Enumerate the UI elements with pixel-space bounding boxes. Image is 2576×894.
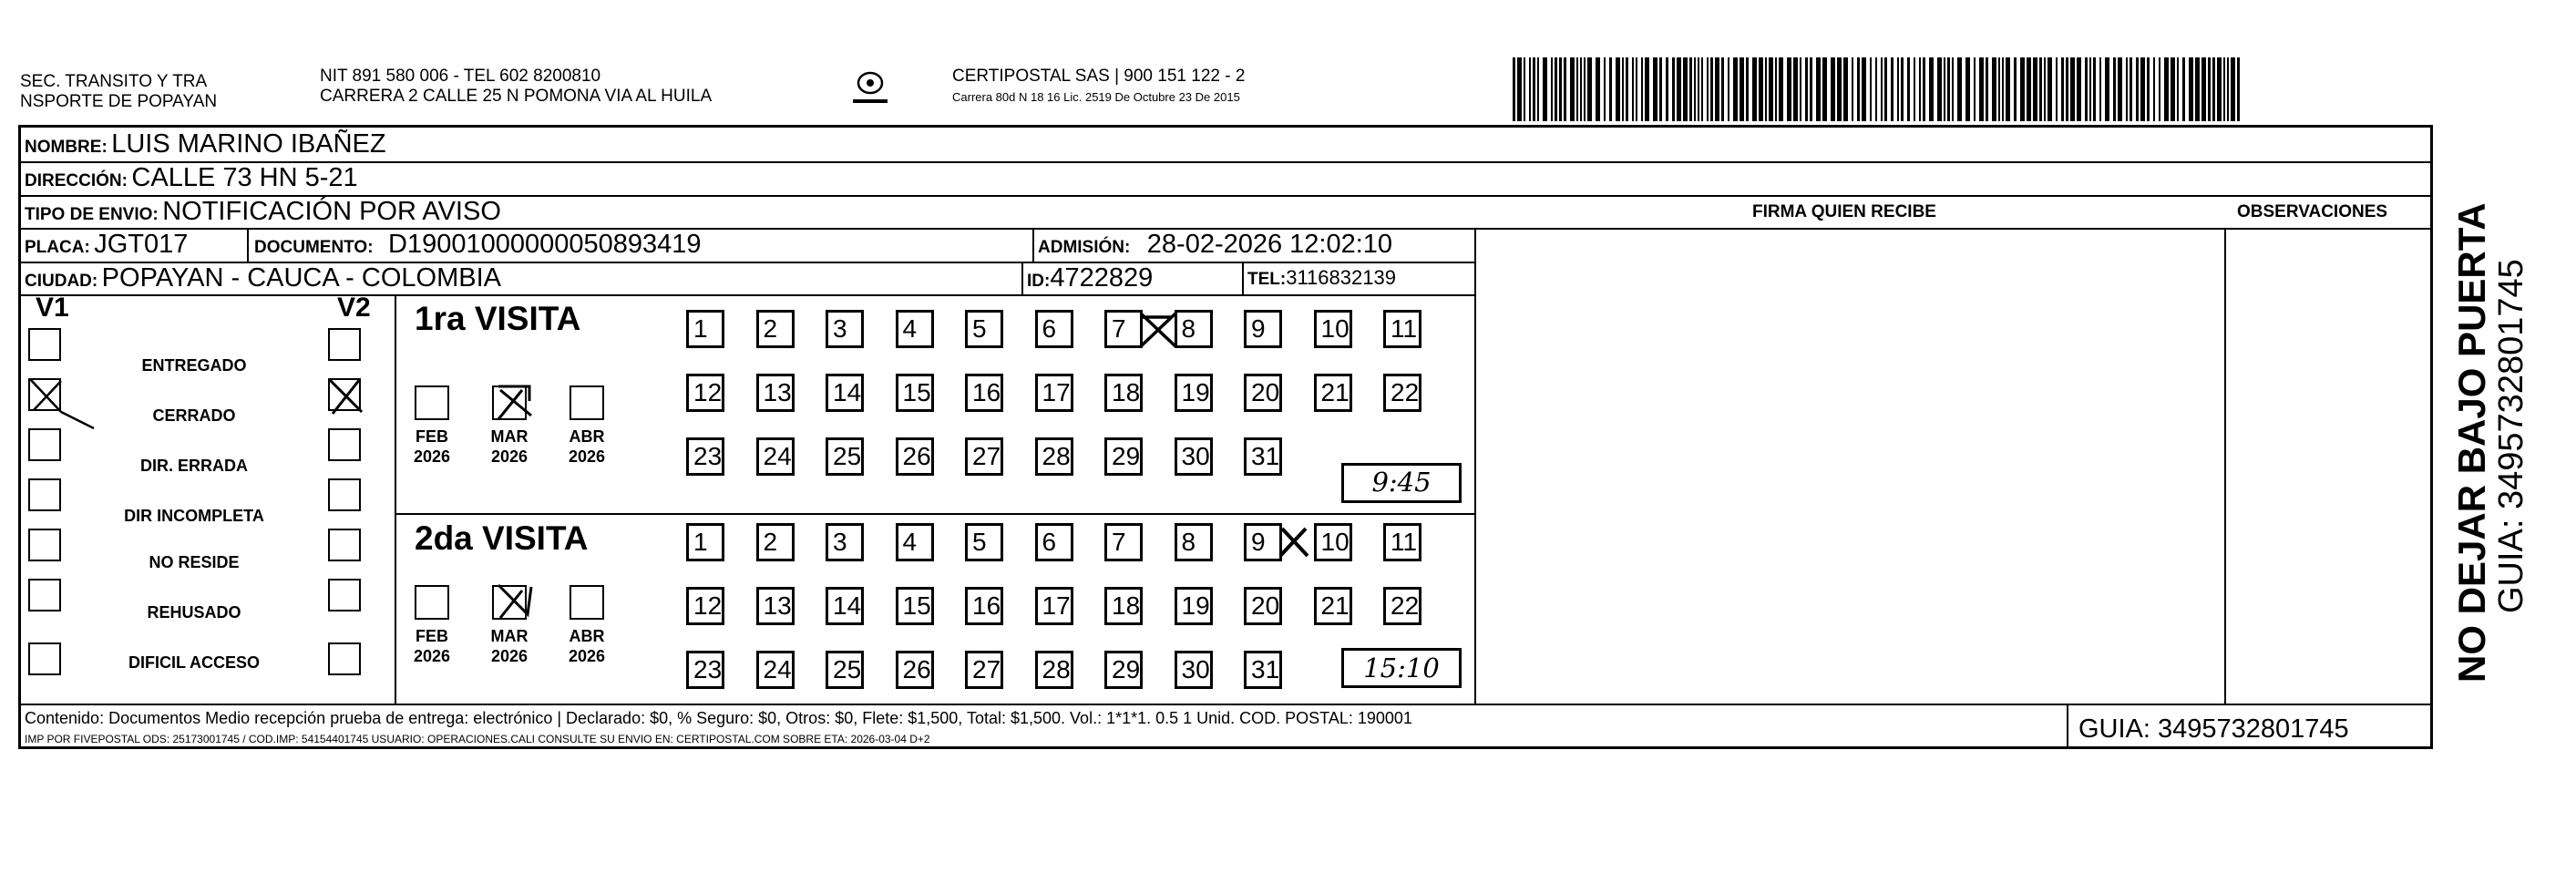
document-cell <box>254 229 702 264</box>
v2-header: V2 <box>337 293 371 323</box>
v2-cerrado-checkbox[interactable] <box>328 378 361 411</box>
observations-header: OBSERVACIONES <box>2237 202 2388 221</box>
v1-no-reside-checkbox[interactable] <box>28 529 61 561</box>
second-visit-abr-month: ABR <box>569 627 605 645</box>
address-line: CARRERA 2 CALLE 25 N POMONA VIA AL HUILA <box>320 87 713 106</box>
second-visit-day-26[interactable]: 26 <box>896 651 934 689</box>
reason-dificil-acceso: DIFICIL ACCESO <box>128 653 260 672</box>
content-line: Contenido: Documentos Medio recepción prueba de entrega: electrónico | Declarado: $0, % Seguro: $0, Otros: $0, Flete: $1,500, Total: $1,500. Vol.: 1*1*1. 0.5 1 Unid. COD. POSTAL: 190001 <box>25 709 1412 727</box>
first-visit-abr-year: 2026 <box>568 447 606 466</box>
barcode <box>1513 57 2244 121</box>
plate-cell <box>25 229 188 264</box>
second-visit-day-25[interactable]: 25 <box>826 651 864 689</box>
first-visit-mar-box[interactable] <box>492 385 527 420</box>
first-visit-day-1[interactable]: 1 <box>686 310 724 348</box>
courier-info <box>952 67 1245 104</box>
second-visit-feb-month: FEB <box>416 627 448 645</box>
second-visit-day-30[interactable]: 30 <box>1175 651 1213 689</box>
nit-line: NIT 891 580 006 - TEL 602 8200810 <box>320 67 601 86</box>
courier-license: Carrera 80d N 18 16 Lic. 2519 De Octubre 23 De 2015 <box>952 90 1240 104</box>
second-visit-day-21[interactable]: 21 <box>1314 587 1352 625</box>
delivery-form <box>18 125 2433 749</box>
v1-dir-errada-checkbox[interactable] <box>28 428 61 461</box>
send-type-label: TIPO DE ENVIO: <box>25 205 159 224</box>
signature-header: FIRMA QUIEN RECIBE <box>1752 202 1936 221</box>
second-visit-feb-label <box>405 626 459 666</box>
reason-entregado: ENTREGADO <box>141 356 247 375</box>
first-visit-mar-year: 2026 <box>490 447 529 466</box>
first-visit-day-25[interactable]: 25 <box>826 437 864 476</box>
second-visit-abr-label <box>559 626 614 666</box>
first-visit-day-6[interactable]: 6 <box>1035 310 1073 348</box>
document-label: DOCUMENTO: <box>254 238 374 257</box>
v2-entregado-checkbox[interactable] <box>328 328 361 361</box>
first-visit-day-26[interactable]: 26 <box>896 437 934 476</box>
v1-entregado-checkbox[interactable] <box>28 328 61 361</box>
second-visit-day-16[interactable]: 16 <box>965 587 1003 625</box>
first-visit-day-9[interactable]: 9 <box>1244 310 1282 348</box>
second-visit-mar-year: 2026 <box>490 647 529 665</box>
second-visit-day-15[interactable]: 15 <box>896 587 934 625</box>
first-visit-day-3[interactable]: 3 <box>826 310 864 348</box>
no-dejar-bajo-puerta-warning: NO DEJAR BAJO PUERTA <box>2450 202 2493 683</box>
second-visit-day-10[interactable]: 10 <box>1314 523 1352 561</box>
first-visit-day-11[interactable]: 11 <box>1383 310 1421 348</box>
second-visit-day-4[interactable]: 4 <box>896 523 934 561</box>
second-visit-day-22[interactable]: 22 <box>1383 587 1421 625</box>
first-visit-day-20[interactable]: 20 <box>1244 374 1282 412</box>
first-visit-day-29[interactable]: 29 <box>1104 437 1143 476</box>
first-visit-day-30[interactable]: 30 <box>1175 437 1213 476</box>
first-visit-title: 1ra VISITA <box>415 300 581 337</box>
first-visit-day-7[interactable]: 7 <box>1104 310 1143 348</box>
v2-dir-errada-checkbox[interactable] <box>328 428 361 461</box>
v2-no-reside-checkbox[interactable] <box>328 529 361 561</box>
first-visit-feb-box[interactable] <box>415 385 449 420</box>
reason-dir-errada: DIR. ERRADA <box>139 457 248 475</box>
second-visit-day-12[interactable]: 12 <box>686 587 724 625</box>
v1-cerrado-checkbox[interactable] <box>28 378 61 411</box>
first-visit-day-21[interactable]: 21 <box>1314 374 1352 412</box>
first-visit-day-15[interactable]: 15 <box>896 374 934 412</box>
second-visit-feb-year: 2026 <box>413 647 451 665</box>
first-visit-abr-month: ABR <box>569 427 605 446</box>
second-visit-day-8[interactable]: 8 <box>1175 523 1213 561</box>
second-visit-day-6[interactable]: 6 <box>1035 523 1073 561</box>
first-visit-day-5[interactable]: 5 <box>965 310 1003 348</box>
second-visit-day-31[interactable]: 31 <box>1244 651 1282 689</box>
name-label: NOMBRE: <box>25 138 108 157</box>
first-visit-mar-label <box>482 426 537 467</box>
second-visit-day-24[interactable]: 24 <box>756 651 795 689</box>
second-visit-day-19[interactable]: 19 <box>1175 587 1213 625</box>
address-label: DIRECCIÓN: <box>25 171 128 190</box>
first-visit-time: 9:45 <box>1341 463 1462 503</box>
tel-value: 3116832139 <box>1286 266 1396 289</box>
admission-cell <box>1038 229 1392 264</box>
reason-rehusado: REHUSADO <box>147 603 241 622</box>
first-visit-day-17[interactable]: 17 <box>1035 374 1073 412</box>
second-visit-feb-box[interactable] <box>415 585 449 620</box>
first-visit-day-16[interactable]: 16 <box>965 374 1003 412</box>
issuer-name <box>20 72 217 112</box>
first-visit-feb-year: 2026 <box>413 447 451 466</box>
second-visit-day-14[interactable]: 14 <box>826 587 864 625</box>
v1-rehusado-checkbox[interactable] <box>28 579 61 611</box>
id-cell <box>1027 262 1153 298</box>
city-label: CIUDAD: <box>25 272 98 291</box>
first-visit-feb-label <box>405 426 459 467</box>
footer-guia: GUIA: 3495732801745 <box>2078 714 2349 744</box>
plate-label: PLACA: <box>25 238 90 257</box>
id-value: 4722829 <box>1050 263 1154 293</box>
city-value: POPAYAN - CAUCA - COLOMBIA <box>101 263 501 293</box>
tel-label: TEL: <box>1247 270 1287 289</box>
first-visit-day-8[interactable]: 8 <box>1175 310 1213 348</box>
second-visit-abr-box[interactable] <box>570 585 604 620</box>
id-label: ID: <box>1027 272 1051 291</box>
tel-cell <box>1247 262 1396 296</box>
second-visit-day-27[interactable]: 27 <box>965 651 1003 689</box>
reason-cerrado: CERRADO <box>152 406 236 425</box>
name-row <box>25 128 386 164</box>
reason-no-reside: NO RESIDE <box>149 553 240 571</box>
v2-dir-incompleta-checkbox[interactable] <box>328 478 361 511</box>
first-visit-day-19[interactable]: 19 <box>1175 374 1213 412</box>
v2-rehusado-checkbox[interactable] <box>328 579 361 611</box>
first-visit-day-28[interactable]: 28 <box>1035 437 1073 476</box>
second-visit-abr-year: 2026 <box>568 647 606 665</box>
second-visit-day-28[interactable]: 28 <box>1035 651 1073 689</box>
send-type-value: NOTIFICACIÓN POR AVISO <box>162 197 501 226</box>
first-visit-abr-label <box>559 426 614 467</box>
second-visit-day-3[interactable]: 3 <box>826 523 864 561</box>
first-visit-mar-month: MAR <box>490 427 529 446</box>
second-visit-day-29[interactable]: 29 <box>1104 651 1143 689</box>
issuer-contact <box>320 67 712 107</box>
certipostal-logo-icon <box>847 67 893 112</box>
second-visit-day-20[interactable]: 20 <box>1244 587 1282 625</box>
second-visit-day-5[interactable]: 5 <box>965 523 1003 561</box>
address-row <box>25 162 358 198</box>
courier-name: CERTIPOSTAL SAS | 900 151 122 - 2 <box>952 67 1246 86</box>
first-visit-day-18[interactable]: 18 <box>1104 374 1143 412</box>
second-visit-mar-label <box>482 626 537 666</box>
first-visit-day-14[interactable]: 14 <box>826 374 864 412</box>
issuer-line-1: SEC. TRANSITO Y TRA <box>20 72 208 91</box>
second-visit-day-13[interactable]: 13 <box>756 587 795 625</box>
second-visit-day-23[interactable]: 23 <box>686 651 724 689</box>
admission-value: 28-02-2026 12:02:10 <box>1146 230 1393 259</box>
first-visit-day-4[interactable]: 4 <box>896 310 934 348</box>
side-guia: GUIA: 3495732801745 <box>2492 259 2530 613</box>
v1-header: V1 <box>36 293 69 323</box>
second-visit-day-9[interactable]: 9 <box>1244 523 1282 561</box>
second-visit-day-1[interactable]: 1 <box>686 523 724 561</box>
address-value: CALLE 73 HN 5-21 <box>131 163 358 192</box>
second-visit-title: 2da VISITA <box>415 519 589 557</box>
first-visit-day-10[interactable]: 10 <box>1314 310 1352 348</box>
first-visit-feb-month: FEB <box>416 427 448 446</box>
first-visit-abr-box[interactable] <box>570 385 604 420</box>
v2-dificil-acceso-checkbox[interactable] <box>328 642 361 675</box>
first-visit-day-31[interactable]: 31 <box>1244 437 1282 476</box>
second-visit-time: 15:10 <box>1341 648 1462 688</box>
first-visit-day-13[interactable]: 13 <box>756 374 795 412</box>
v1-dificil-acceso-checkbox[interactable] <box>28 642 61 675</box>
second-visit-mar-box[interactable] <box>492 585 527 620</box>
second-visit-day-2[interactable]: 2 <box>756 523 795 561</box>
second-visit-day-7[interactable]: 7 <box>1104 523 1143 561</box>
first-visit-day-23[interactable]: 23 <box>686 437 724 476</box>
print-line: IMP POR FIVEPOSTAL ODS: 25173001745 / COD.IMP: 54154401745 USUARIO: OPERACIONES.CALI CONSULTE SU ENVIO EN: CERTIPOSTAL.COM SOBRE ETA: 2026-03-04 D+2 <box>25 733 930 745</box>
v1-dir-incompleta-checkbox[interactable] <box>28 478 61 511</box>
first-visit-day-2[interactable]: 2 <box>756 310 795 348</box>
plate-value: JGT017 <box>94 230 189 259</box>
city-cell <box>25 262 501 298</box>
first-visit-day-27[interactable]: 27 <box>965 437 1003 476</box>
first-visit-day-22[interactable]: 22 <box>1383 374 1421 412</box>
name-value: LUIS MARINO IBAÑEZ <box>111 129 386 159</box>
second-visit-day-11[interactable]: 11 <box>1383 523 1421 561</box>
issuer-line-2: NSPORTE DE POPAYAN <box>20 92 218 111</box>
second-visit-day-17[interactable]: 17 <box>1035 587 1073 625</box>
first-visit-day-12[interactable]: 12 <box>686 374 724 412</box>
second-visit-mar-month: MAR <box>490 627 529 645</box>
send-type-row <box>25 196 501 231</box>
document-value: D19001000000050893419 <box>388 230 702 259</box>
reason-dir-incompleta: DIR INCOMPLETA <box>124 507 264 525</box>
admission-label: ADMISIÓN: <box>1038 238 1131 257</box>
first-visit-day-24[interactable]: 24 <box>756 437 795 476</box>
second-visit-day-18[interactable]: 18 <box>1104 587 1143 625</box>
